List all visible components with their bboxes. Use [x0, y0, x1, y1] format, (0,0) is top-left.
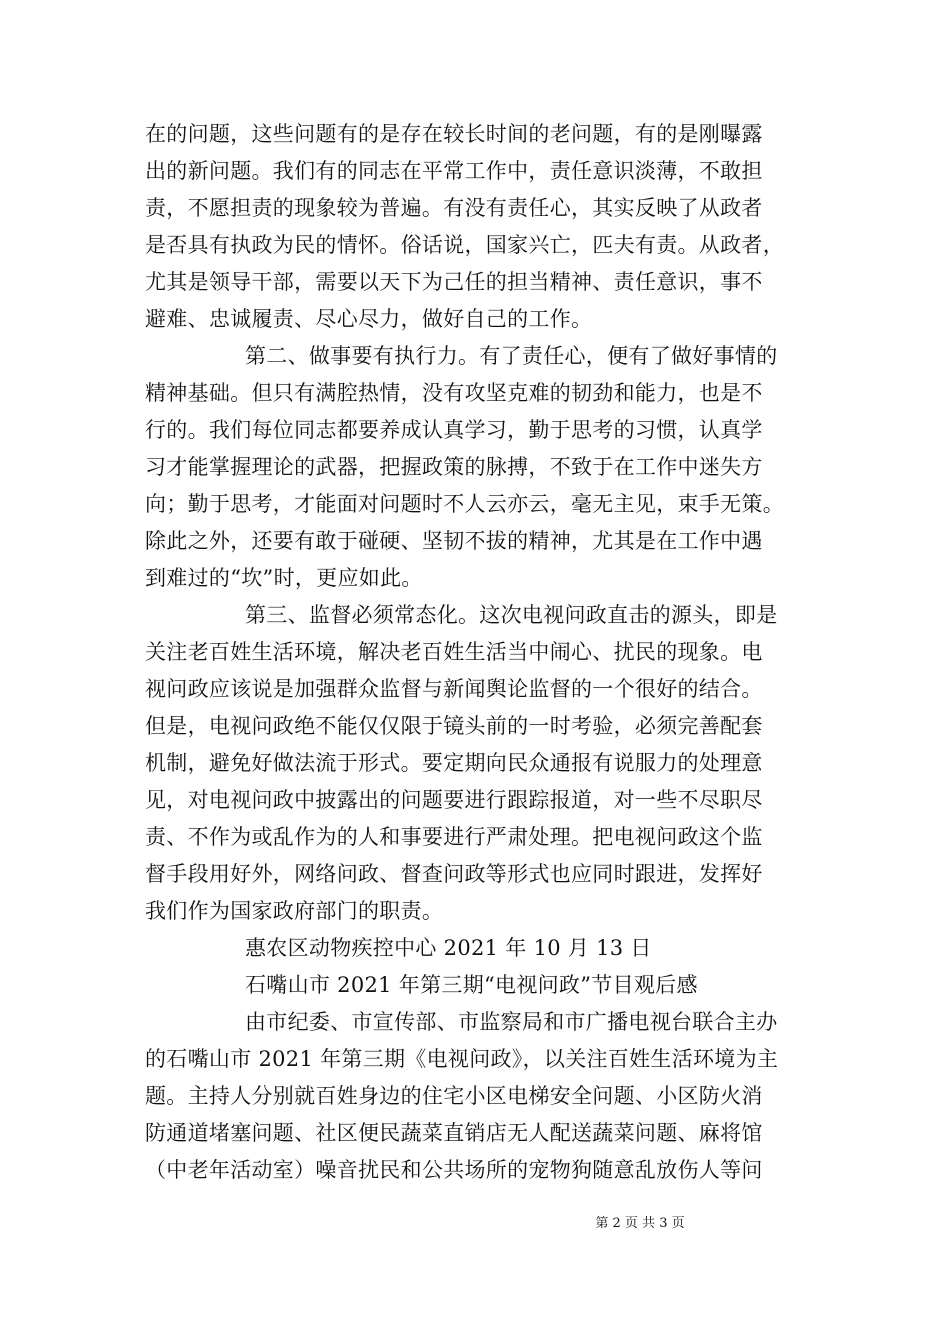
- text-line: 在的问题，这些问题有的是存在较长时间的老问题，有的是刚曝露: [145, 122, 763, 146]
- text-line: 第二、做事要有执行力。有了责任心，便有了做好事情的: [245, 344, 778, 368]
- text-line: 机制，避免好做法流于形式。要定期向民众通报有说服力的处理意: [145, 751, 763, 775]
- page-number-footer: 第 2 页 共 3 页: [595, 1216, 685, 1231]
- section-title: 石嘴山市 2021 年第三期“电视问政”节目观后感: [245, 973, 698, 997]
- text-line: 责、不作为或乱作为的人和事要进行严肃处理。把电视问政这个监: [145, 825, 763, 849]
- text-line: 尤其是领导干部，需要以天下为己任的担当精神、责任意识，事不: [145, 270, 763, 294]
- text-line: 防通道堵塞问题、社区便民蔬菜直销店无人配送蔬菜问题、麻将馆: [145, 1121, 763, 1145]
- text-line: 见，对电视问政中披露出的问题要进行跟踪报道，对一些不尽职尽: [145, 788, 763, 812]
- text-line: 到难过的“坎”时，更应如此。: [145, 566, 423, 590]
- text-line: 由市纪委、市宣传部、市监察局和市广播电视台联合主办: [245, 1010, 778, 1034]
- text-line: 第三、监督必须常态化。这次电视问政直击的源头，即是: [245, 603, 778, 627]
- text-line: 向；勤于思考，才能面对问题时不人云亦云，毫无主见，束手无策。: [145, 492, 784, 516]
- text-line: 除此之外，还要有敢于碰硬、坚韧不拔的精神，尤其是在工作中遇: [145, 529, 763, 553]
- text-line: 责，不愿担责的现象较为普遍。有没有责任心，其实反映了从政者: [145, 196, 763, 220]
- text-line: 题。主持人分别就百姓身边的住宅小区电梯安全问题、小区防火消: [145, 1084, 763, 1108]
- text-line: 习才能掌握理论的武器，把握政策的脉搏，不致于在工作中迷失方: [145, 455, 763, 479]
- text-line: 是否具有执政为民的情怀。俗话说，国家兴亡，匹夫有责。从政者，: [145, 233, 784, 257]
- text-line: 视问政应该说是加强群众监督与新闻舆论监督的一个很好的结合。: [145, 677, 763, 701]
- text-line: 但是，电视问政绝不能仅仅限于镜头前的一时考验，必须完善配套: [145, 714, 763, 738]
- text-line: 的石嘴山市 2021 年第三期《电视问政》，以关注百姓生活环境为主: [145, 1047, 779, 1071]
- text-line: 督手段用好外，网络问政、督查问政等形式也应同时跟进，发挥好: [145, 862, 763, 886]
- text-line: 关注老百姓生活环境，解决老百姓生活当中闹心、扰民的现象。电: [145, 640, 763, 664]
- signature-line: 惠农区动物疾控中心 2021 年 10 月 13 日: [245, 936, 652, 960]
- text-line: 精神基础。但只有满腔热情，没有攻坚克难的韧劲和能力，也是不: [145, 381, 763, 405]
- text-line: 行的。我们每位同志都要养成认真学习，勤于思考的习惯，认真学: [145, 418, 763, 442]
- text-line: 我们作为国家政府部门的职责。: [145, 899, 444, 923]
- text-line: 出的新问题。我们有的同志在平常工作中，责任意识淡薄，不敢担: [145, 159, 763, 183]
- text-line: （中老年活动室）噪音扰民和公共场所的宠物狗随意乱放伤人等问: [145, 1158, 763, 1182]
- text-line: 避难、忠诚履责、尽心尽力，做好自己的工作。: [145, 307, 593, 331]
